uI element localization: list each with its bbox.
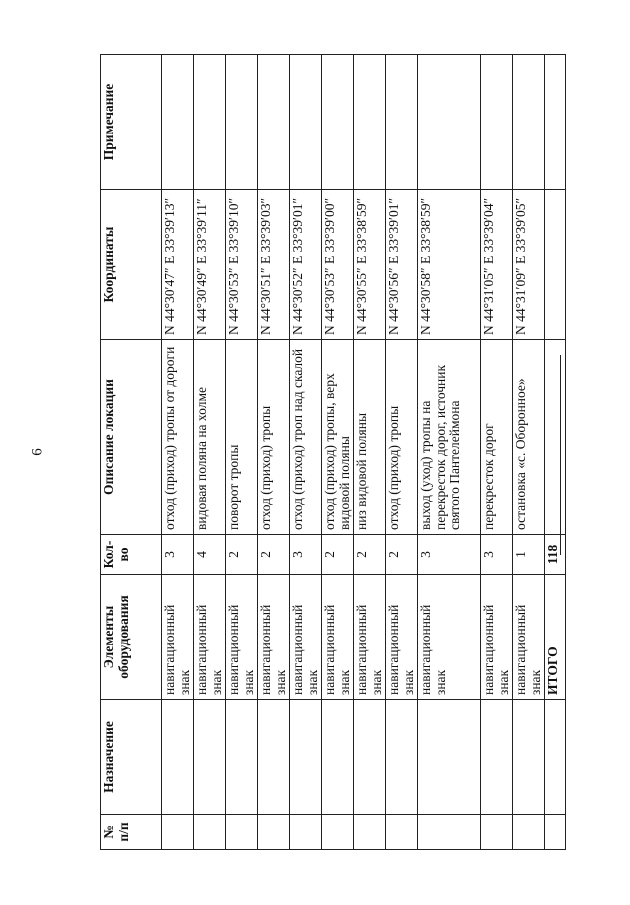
cell-qty: 3 [162,535,194,575]
separator-line [560,355,561,555]
cell-description: отход (приход) тропы, верх видовой поляны [322,340,354,535]
cell-purpose [290,700,322,815]
total-empty-5 [545,55,566,190]
total-row [545,55,566,850]
cell-description: отход (приход) тропы от дороги [162,340,194,535]
cell-purpose [162,700,194,815]
cell-description: перекресток дорог [481,340,513,535]
table-row [354,55,386,850]
cell-purpose [513,700,545,815]
page-number: 6 [29,448,46,456]
total-label: ИТОГО [545,575,566,700]
total-qty: 118 [545,535,566,575]
cell-element: навигационный знак [481,575,513,700]
cell-description: отход (приход) тропы [386,340,418,535]
cell-coords: N 44°30′53″ E 33°39′10″ [226,190,258,340]
total-empty-3 [545,340,566,535]
cell-coords: N 44°30′51″ E 33°39′03″ [258,190,290,340]
cell-element: навигационный знак [290,575,322,700]
header-note: Примечание [101,55,162,190]
rotated-table-container [100,55,560,850]
cell-note [322,55,354,190]
cell-element: навигационный знак [418,575,481,700]
cell-note [226,55,258,190]
table-row [386,55,418,850]
cell-note [162,55,194,190]
cell-coords: N 44°31′05″ E 33°39′04″ [481,190,513,340]
cell-purpose [418,700,481,815]
cell-element: навигационный знак [354,575,386,700]
cell-coords: N 44°30′53″ E 33°39′00″ [322,190,354,340]
cell-element: навигационный знак [194,575,226,700]
cell-num [226,815,258,850]
cell-qty: 3 [418,535,481,575]
cell-num [258,815,290,850]
table-header-row [101,55,162,850]
table-row [481,55,513,850]
cell-qty: 2 [258,535,290,575]
cell-purpose [258,700,290,815]
cell-qty: 1 [513,535,545,575]
cell-qty: 2 [354,535,386,575]
header-purpose: Назначение [101,700,162,815]
cell-description: остановка «с. Оборонное» [513,340,545,535]
cell-num [513,815,545,850]
cell-coords: N 44°30′58″ E 33°38′59″ [418,190,481,340]
cell-coords: N 44°30′56″ E 33°39′01″ [386,190,418,340]
cell-num [386,815,418,850]
cell-coords: N 44°31′09″ E 33°39′05″ [513,190,545,340]
cell-qty: 3 [290,535,322,575]
cell-coords: N 44°30′52″ E 33°39′01″ [290,190,322,340]
cell-note [418,55,481,190]
total-empty-4 [545,190,566,340]
cell-note [258,55,290,190]
cell-purpose [194,700,226,815]
table-row [162,55,194,850]
total-empty-1 [545,815,566,850]
cell-qty: 4 [194,535,226,575]
header-elements: Элементы оборудования [101,575,162,700]
cell-note [481,55,513,190]
cell-qty: 3 [481,535,513,575]
cell-element: навигационный знак [162,575,194,700]
cell-note [513,55,545,190]
cell-num [354,815,386,850]
cell-num [194,815,226,850]
header-qty: Кол-во [101,535,162,575]
table-row [290,55,322,850]
cell-coords: N 44°30′49″ E 33°39′11″ [194,190,226,340]
cell-note [386,55,418,190]
cell-coords: N 44°30′47″ E 33°39′13″ [162,190,194,340]
cell-description: выход (уход) тропы на перекресток дорог, источник святого Пантелеймона [418,340,481,535]
cell-qty: 2 [386,535,418,575]
cell-num [418,815,481,850]
cell-element: навигационный знак [322,575,354,700]
cell-qty: 2 [322,535,354,575]
cell-element: навигационный знак [513,575,545,700]
cell-description: отход (приход) тропы [258,340,290,535]
cell-num [481,815,513,850]
cell-num [162,815,194,850]
cell-element: навигационный знак [386,575,418,700]
cell-description: низ видовой поляны [354,340,386,535]
cell-note [290,55,322,190]
cell-description: видовая поляна на холме [194,340,226,535]
header-num: № п/п [101,815,162,850]
cell-qty: 2 [226,535,258,575]
cell-element: навигационный знак [226,575,258,700]
cell-coords: N 44°30′55″ E 33°38′59″ [354,190,386,340]
equipment-table [100,54,566,850]
cell-description: отход (приход) троп над скалой [290,340,322,535]
table-row [322,55,354,850]
cell-note [354,55,386,190]
table-row [258,55,290,850]
cell-num [322,815,354,850]
cell-num [290,815,322,850]
cell-purpose [386,700,418,815]
header-coords: Координаты [101,190,162,340]
total-empty-2 [545,700,566,815]
table-row [226,55,258,850]
cell-purpose [481,700,513,815]
table-row [194,55,226,850]
cell-purpose [354,700,386,815]
cell-purpose [226,700,258,815]
table-row [418,55,481,850]
cell-element: навигационный знак [258,575,290,700]
cell-note [194,55,226,190]
cell-description: поворот тропы [226,340,258,535]
table-row [513,55,545,850]
cell-purpose [322,700,354,815]
header-description: Описание локации [101,340,162,535]
